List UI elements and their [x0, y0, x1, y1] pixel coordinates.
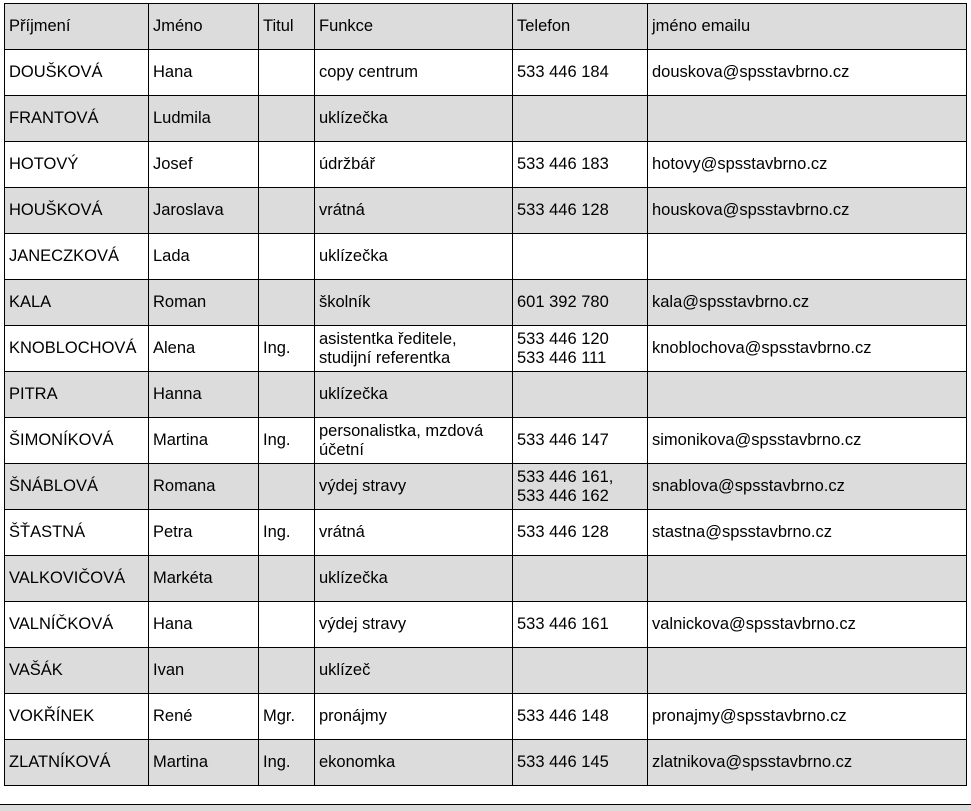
- table-row: [5, 602, 967, 648]
- cell-telefon-line: 533 446 128: [517, 201, 609, 219]
- cell-funkce: [315, 234, 513, 280]
- cell-funkce-line: výdej stravy: [319, 477, 407, 495]
- staff-table: [4, 3, 967, 786]
- cell-email: stastna@spsstavbrno.cz: [648, 510, 967, 556]
- cell-email: houskova@spsstavbrno.cz: [648, 188, 967, 234]
- cell-prijmeni: KALA: [5, 280, 149, 326]
- cell-funkce-line: personalistka, mzdová: [319, 421, 484, 440]
- cell-email: [648, 234, 967, 280]
- cell-telefon-line: 533 446 162: [517, 486, 609, 505]
- cell-titul: [259, 142, 315, 188]
- cell-funkce: [315, 556, 513, 602]
- cell-email: simonikova@spsstavbrno.cz: [648, 418, 967, 464]
- cell-funkce: [315, 96, 513, 142]
- cell-jmeno: Ivan: [149, 648, 259, 694]
- cell-prijmeni: HOTOVÝ: [5, 142, 149, 188]
- cell-funkce: [315, 648, 513, 694]
- cell-telefon: [513, 372, 648, 418]
- header-funkce: Funkce: [315, 4, 513, 50]
- cell-prijmeni: JANECZKOVÁ: [5, 234, 149, 280]
- cell-funkce-line: studijní referentka: [319, 348, 451, 367]
- header-prijmeni: Příjmení: [5, 4, 149, 50]
- cell-telefon: [513, 280, 648, 326]
- cell-funkce-line: účetní: [319, 440, 364, 459]
- cell-telefon: [513, 740, 648, 786]
- table-row: [5, 326, 967, 372]
- cell-titul: [259, 648, 315, 694]
- cell-prijmeni: KNOBLOCHOVÁ: [5, 326, 149, 372]
- cell-titul: Ing.: [259, 326, 315, 372]
- cell-jmeno: Martina: [149, 418, 259, 464]
- cell-telefon-line: 533 446 111: [517, 348, 607, 367]
- cell-funkce: [315, 510, 513, 556]
- cell-titul: [259, 280, 315, 326]
- table-row: [5, 50, 967, 96]
- table-row: [5, 464, 967, 510]
- cell-telefon-line: 533 446 184: [517, 63, 609, 81]
- cell-telefon: [513, 96, 648, 142]
- cell-telefon-line: 533 446 147: [517, 431, 609, 449]
- cell-funkce-line: pronájmy: [319, 707, 387, 725]
- table-row: [5, 740, 967, 786]
- cell-telefon: [513, 694, 648, 740]
- cell-funkce-line: uklízečka: [319, 109, 388, 127]
- header-row: [5, 4, 967, 50]
- cell-prijmeni: DOUŠKOVÁ: [5, 50, 149, 96]
- table-body: [5, 50, 967, 786]
- cell-telefon: [513, 234, 648, 280]
- cell-funkce-line: vrátná: [319, 201, 365, 219]
- cell-funkce: [315, 142, 513, 188]
- cell-funkce-line: školník: [319, 293, 371, 311]
- cell-email: kala@spsstavbrno.cz: [648, 280, 967, 326]
- cell-telefon: [513, 188, 648, 234]
- cell-jmeno: Hana: [149, 602, 259, 648]
- cell-jmeno: Petra: [149, 510, 259, 556]
- table-row: [5, 234, 967, 280]
- cell-jmeno: Romana: [149, 464, 259, 510]
- table-row: [5, 188, 967, 234]
- cell-email: pronajmy@spsstavbrno.cz: [648, 694, 967, 740]
- cell-telefon-line: 601 392 780: [517, 293, 609, 311]
- cell-funkce: [315, 280, 513, 326]
- cell-email: snablova@spsstavbrno.cz: [648, 464, 967, 510]
- cell-telefon-line: 533 446 128: [517, 523, 609, 541]
- cell-telefon-line: 533 446 148: [517, 707, 609, 725]
- cell-titul: Mgr.: [259, 694, 315, 740]
- cell-funkce-line: údržbář: [319, 155, 375, 173]
- table-row: [5, 280, 967, 326]
- cell-telefon-line: 533 446 161,: [517, 467, 614, 486]
- cell-funkce: [315, 740, 513, 786]
- cell-funkce: [315, 372, 513, 418]
- cell-funkce-line: uklízeč: [319, 661, 371, 679]
- cell-email: [648, 372, 967, 418]
- cell-funkce-line: asistentka ředitele,: [319, 329, 457, 348]
- cell-prijmeni: ZLATNÍKOVÁ: [5, 740, 149, 786]
- cell-funkce-line: uklízečka: [319, 385, 388, 403]
- cell-jmeno: Alena: [149, 326, 259, 372]
- cell-funkce: [315, 694, 513, 740]
- cell-prijmeni: VAŠÁK: [5, 648, 149, 694]
- cell-telefon-line: 533 446 183: [517, 155, 609, 173]
- header-jmeno: Jméno: [149, 4, 259, 50]
- header-email: jméno emailu: [648, 4, 967, 50]
- cell-prijmeni: HOUŠKOVÁ: [5, 188, 149, 234]
- cell-jmeno: Jaroslava: [149, 188, 259, 234]
- table-row: [5, 648, 967, 694]
- cell-funkce-line: copy centrum: [319, 63, 419, 81]
- cell-telefon: [513, 142, 648, 188]
- table-row: [5, 96, 967, 142]
- cell-titul: [259, 464, 315, 510]
- cell-prijmeni: VALKOVIČOVÁ: [5, 556, 149, 602]
- cell-funkce-line: uklízečka: [319, 569, 388, 587]
- cell-jmeno: Martina: [149, 740, 259, 786]
- cell-email: zlatnikova@spsstavbrno.cz: [648, 740, 967, 786]
- cell-titul: [259, 188, 315, 234]
- cell-prijmeni: ŠNÁBLOVÁ: [5, 464, 149, 510]
- cell-funkce-line: ekonomka: [319, 753, 396, 771]
- table-row: [5, 556, 967, 602]
- cell-telefon: [513, 50, 648, 96]
- cell-email: [648, 96, 967, 142]
- table-row: [5, 142, 967, 188]
- cell-prijmeni: PITRA: [5, 372, 149, 418]
- cell-telefon: [513, 602, 648, 648]
- cell-email: valnickova@spsstavbrno.cz: [648, 602, 967, 648]
- cell-prijmeni: ŠIMONÍKOVÁ: [5, 418, 149, 464]
- cell-prijmeni: VOKŘÍNEK: [5, 694, 149, 740]
- cell-telefon: [513, 556, 648, 602]
- cell-prijmeni: ŠŤASTNÁ: [5, 510, 149, 556]
- cell-telefon-line: 533 446 145: [517, 753, 609, 771]
- cell-email: knoblochova@spsstavbrno.cz: [648, 326, 967, 372]
- header-titul: Titul: [259, 4, 315, 50]
- cell-email: [648, 648, 967, 694]
- cell-funkce-line: výdej stravy: [319, 615, 407, 633]
- cell-telefon: [513, 464, 648, 510]
- cell-jmeno: Hana: [149, 50, 259, 96]
- cell-titul: Ing.: [259, 418, 315, 464]
- cell-titul: [259, 556, 315, 602]
- table-row: [5, 418, 967, 464]
- cell-jmeno: Josef: [149, 142, 259, 188]
- cell-telefon-line: 533 446 161: [517, 615, 609, 633]
- cell-telefon: [513, 326, 648, 372]
- cell-telefon: [513, 510, 648, 556]
- cell-telefon: [513, 648, 648, 694]
- cell-jmeno: Markéta: [149, 556, 259, 602]
- cell-titul: [259, 50, 315, 96]
- cell-prijmeni: VALNÍČKOVÁ: [5, 602, 149, 648]
- cell-funkce: [315, 188, 513, 234]
- cell-jmeno: Hanna: [149, 372, 259, 418]
- cell-titul: Ing.: [259, 740, 315, 786]
- table-row: [5, 694, 967, 740]
- cell-telefon: [513, 418, 648, 464]
- cell-funkce: [315, 50, 513, 96]
- cell-jmeno: René: [149, 694, 259, 740]
- cell-titul: [259, 602, 315, 648]
- cell-funkce: [315, 464, 513, 510]
- cell-titul: [259, 234, 315, 280]
- cell-funkce: [315, 326, 513, 372]
- cell-telefon-line: 533 446 120: [517, 329, 609, 348]
- cell-titul: Ing.: [259, 510, 315, 556]
- cell-jmeno: Ludmila: [149, 96, 259, 142]
- table-row: [5, 372, 967, 418]
- cell-titul: [259, 96, 315, 142]
- cell-titul: [259, 372, 315, 418]
- table-row: [5, 510, 967, 556]
- header-telefon: Telefon: [513, 4, 648, 50]
- cell-funkce-line: vrátná: [319, 523, 365, 541]
- cell-funkce: [315, 602, 513, 648]
- cell-funkce: [315, 418, 513, 464]
- cell-email: douskova@spsstavbrno.cz: [648, 50, 967, 96]
- cell-email: hotovy@spsstavbrno.cz: [648, 142, 967, 188]
- cell-prijmeni: FRANTOVÁ: [5, 96, 149, 142]
- cell-email: [648, 556, 967, 602]
- cell-funkce-line: uklízečka: [319, 247, 388, 265]
- cell-jmeno: Roman: [149, 280, 259, 326]
- cell-jmeno: Lada: [149, 234, 259, 280]
